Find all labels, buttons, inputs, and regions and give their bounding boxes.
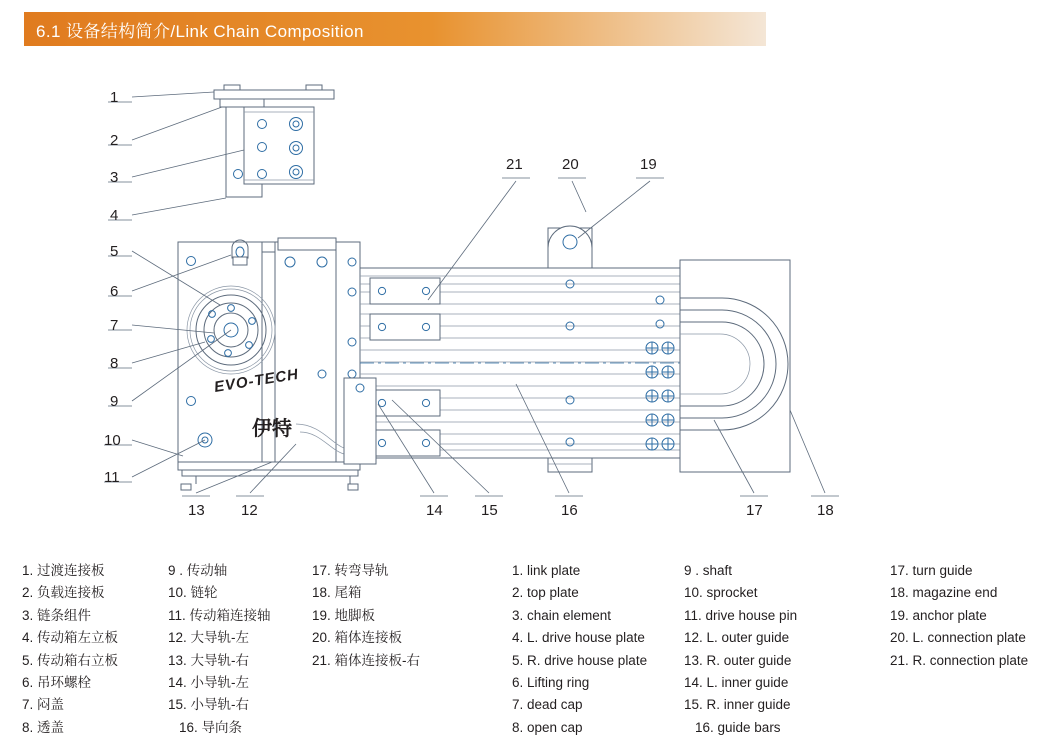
legend-item: 16. guide bars <box>695 719 781 735</box>
callout-20: 20 <box>562 156 579 173</box>
legend-item: 15. 小导轨-右 <box>168 697 250 713</box>
legend-item: 14. L. inner guide <box>684 675 789 691</box>
legend-column-en-1 <box>512 560 682 739</box>
callout-13: 13 <box>188 502 205 519</box>
legend-item: 10. sprocket <box>684 585 758 601</box>
callout-1: 1 <box>110 89 119 106</box>
legend-item: 9 . 传动轴 <box>168 563 228 578</box>
callout-16: 16 <box>561 502 578 519</box>
legend-item: 5. 传动箱右立板 <box>22 652 119 668</box>
legend-item: 2. 负载连接板 <box>22 585 105 601</box>
legend-item: 3. chain element <box>512 607 612 623</box>
legend-item: 4. L. drive house plate <box>512 630 645 646</box>
legend-column-en-2 <box>684 560 884 739</box>
legend-item: 17. 转弯导轨 <box>312 563 389 578</box>
legend-item: 1. 过渡连接板 <box>22 563 105 578</box>
legend-item: 13. R. outer guide <box>684 652 792 668</box>
technical-drawing <box>0 52 1039 542</box>
page-title: 6.1 设备结构简介/Link Chain Composition <box>36 21 364 41</box>
legend-item: 21. 箱体连接板-右 <box>312 652 421 668</box>
legend-item: 18. 尾箱 <box>312 585 362 601</box>
legend-item: 8. 透盖 <box>22 719 65 735</box>
callout-11: 11 <box>104 469 120 486</box>
legend-item: 11. 传动箱连接轴 <box>168 607 271 623</box>
legend-item: 19. 地脚板 <box>312 607 376 623</box>
legend-item: 9 . shaft <box>684 563 733 578</box>
legend-item: 6. 吊环螺栓 <box>22 675 92 691</box>
callout-8: 8 <box>110 355 119 372</box>
legend-item: 18. magazine end <box>890 585 998 601</box>
callout-12: 12 <box>241 502 258 519</box>
legend-item: 14. 小导轨-左 <box>168 675 250 691</box>
legend-column-en-3 <box>890 560 1039 672</box>
callout-4: 4 <box>110 207 119 224</box>
legend <box>0 560 1039 754</box>
legend-item: 2. top plate <box>512 585 579 601</box>
legend-item: 21. R. connection plate <box>890 652 1029 668</box>
legend-item: 7. 闷盖 <box>22 697 65 713</box>
callout-18: 18 <box>817 502 834 519</box>
callout-3: 3 <box>110 169 119 186</box>
legend-item: 3. 链条组件 <box>22 607 92 623</box>
callout-2: 2 <box>110 132 119 149</box>
legend-item: 4. 传动箱左立板 <box>22 630 119 646</box>
brand-logo-text: EVO-TECH <box>212 365 301 396</box>
callout-6: 6 <box>110 283 119 300</box>
callout-15: 15 <box>481 502 498 519</box>
callout-14: 14 <box>426 502 443 519</box>
legend-item: 17. turn guide <box>890 563 973 578</box>
legend-item: 11. drive house pin <box>684 607 798 623</box>
callout-10: 10 <box>104 432 121 449</box>
legend-item: 12. L. outer guide <box>684 630 790 646</box>
legend-item: 6. Lifting ring <box>512 675 590 691</box>
legend-item: 5. R. drive house plate <box>512 652 648 668</box>
callout-5: 5 <box>110 243 119 260</box>
legend-item: 1. link plate <box>512 563 581 578</box>
callout-7: 7 <box>110 317 119 334</box>
legend-item: 16. 导向条 <box>179 719 243 735</box>
legend-item: 20. L. connection plate <box>890 630 1026 646</box>
callout-9: 9 <box>110 393 119 410</box>
legend-column-cn-2 <box>168 560 313 739</box>
legend-item: 10. 链轮 <box>168 585 218 601</box>
legend-item: 7. dead cap <box>512 697 583 713</box>
legend-column-cn-1 <box>22 560 172 739</box>
legend-item: 20. 箱体连接板 <box>312 630 403 646</box>
drawing-canvas <box>0 52 1039 542</box>
legend-item: 12. 大导轨-左 <box>168 630 250 646</box>
brand-logo-cn: 伊特 <box>252 416 292 440</box>
section-header <box>24 12 766 46</box>
callout-17: 17 <box>746 502 763 519</box>
legend-item: 13. 大导轨-右 <box>168 652 250 668</box>
legend-column-cn-3 <box>312 560 512 672</box>
legend-item: 8. open cap <box>512 719 583 735</box>
legend-item: 19. anchor plate <box>890 607 987 623</box>
callout-19: 19 <box>640 156 657 173</box>
legend-item: 15. R. inner guide <box>684 697 791 713</box>
callout-21: 21 <box>506 156 523 173</box>
